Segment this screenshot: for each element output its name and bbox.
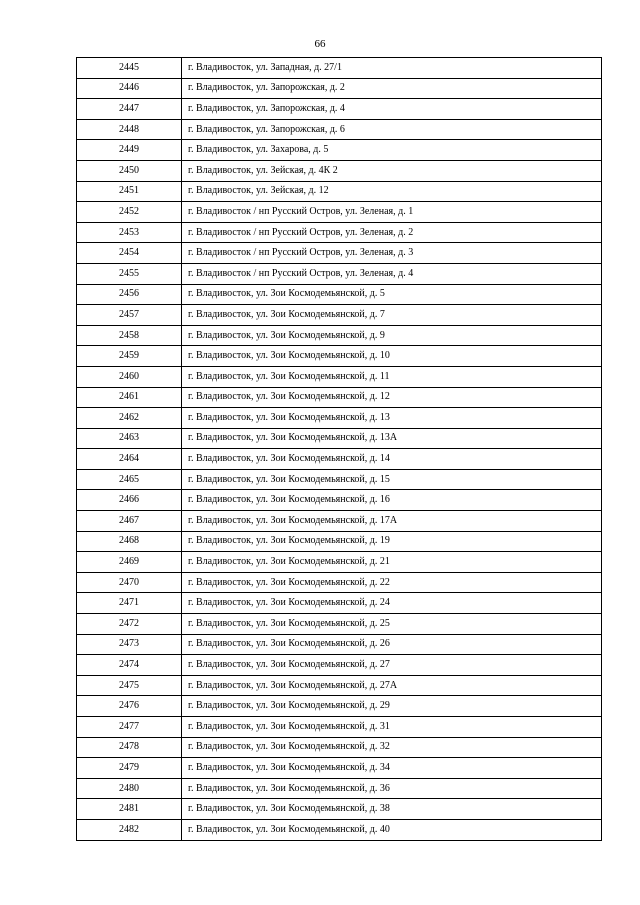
- row-number-cell: 2447: [77, 99, 182, 120]
- row-number-cell: 2452: [77, 202, 182, 223]
- table-row: [77, 284, 602, 305]
- table-row: [77, 78, 602, 99]
- address-cell: г. Владивосток, ул. Зои Космодемьянской, д. 22: [182, 572, 602, 593]
- row-number-cell: 2475: [77, 675, 182, 696]
- table-row: [77, 428, 602, 449]
- table-row: [77, 572, 602, 593]
- page-number: 66: [314, 38, 326, 50]
- table-row: [77, 58, 602, 79]
- table-row: [77, 119, 602, 140]
- row-number-cell: 2459: [77, 346, 182, 367]
- address-cell: г. Владивосток, ул. Западная, д. 27/1: [182, 58, 602, 79]
- row-number-cell: 2478: [77, 737, 182, 758]
- table-row: [77, 655, 602, 676]
- table-row: [77, 717, 602, 738]
- address-cell: г. Владивосток, ул. Захарова, д. 5: [182, 140, 602, 161]
- table-row: [77, 593, 602, 614]
- row-number-cell: 2446: [77, 78, 182, 99]
- table-row: [77, 160, 602, 181]
- address-cell: г. Владивосток, ул. Зои Космодемьянской, д. 29: [182, 696, 602, 717]
- table-row: [77, 181, 602, 202]
- row-number-cell: 2458: [77, 325, 182, 346]
- address-cell: г. Владивосток, ул. Зои Космодемьянской, д. 7: [182, 305, 602, 326]
- row-number-cell: 2464: [77, 449, 182, 470]
- table-row: [77, 325, 602, 346]
- row-number-cell: 2451: [77, 181, 182, 202]
- table-row: [77, 758, 602, 779]
- address-cell: г. Владивосток, ул. Зои Космодемьянской, д. 27: [182, 655, 602, 676]
- table-row: [77, 99, 602, 120]
- table-row: [77, 449, 602, 470]
- table-row: [77, 634, 602, 655]
- table-row: [77, 490, 602, 511]
- address-cell: г. Владивосток / нп Русский Остров, ул. Зеленая, д. 4: [182, 263, 602, 284]
- table-row: [77, 511, 602, 532]
- address-cell: г. Владивосток, ул. Зои Космодемьянской, д. 10: [182, 346, 602, 367]
- table-row: [77, 819, 602, 840]
- address-cell: г. Владивосток, ул. Зои Космодемьянской, д. 19: [182, 531, 602, 552]
- row-number-cell: 2481: [77, 799, 182, 820]
- table-row: [77, 243, 602, 264]
- table-row: [77, 469, 602, 490]
- address-cell: г. Владивосток, ул. Зои Космодемьянской, д. 38: [182, 799, 602, 820]
- address-cell: г. Владивосток, ул. Зои Космодемьянской, д. 21: [182, 552, 602, 573]
- row-number-cell: 2456: [77, 284, 182, 305]
- table-row: [77, 202, 602, 223]
- address-cell: г. Владивосток, ул. Зои Космодемьянской, д. 16: [182, 490, 602, 511]
- row-number-cell: 2469: [77, 552, 182, 573]
- row-number-cell: 2477: [77, 717, 182, 738]
- row-number-cell: 2463: [77, 428, 182, 449]
- row-number-cell: 2474: [77, 655, 182, 676]
- address-cell: г. Владивосток, ул. Зои Космодемьянской, д. 11: [182, 366, 602, 387]
- address-cell: г. Владивосток / нп Русский Остров, ул. Зеленая, д. 3: [182, 243, 602, 264]
- row-number-cell: 2461: [77, 387, 182, 408]
- row-number-cell: 2471: [77, 593, 182, 614]
- table-row: [77, 778, 602, 799]
- address-cell: г. Владивосток, ул. Зейская, д. 12: [182, 181, 602, 202]
- table-row: [77, 408, 602, 429]
- table-row: [77, 263, 602, 284]
- table-row: [77, 614, 602, 635]
- table-row: [77, 346, 602, 367]
- address-cell: г. Владивосток, ул. Зои Космодемьянской, д. 40: [182, 819, 602, 840]
- row-number-cell: 2468: [77, 531, 182, 552]
- row-number-cell: 2467: [77, 511, 182, 532]
- address-cell: г. Владивосток, ул. Запорожская, д. 2: [182, 78, 602, 99]
- row-number-cell: 2460: [77, 366, 182, 387]
- row-number-cell: 2479: [77, 758, 182, 779]
- row-number-cell: 2466: [77, 490, 182, 511]
- row-number-cell: 2482: [77, 819, 182, 840]
- address-cell: г. Владивосток, ул. Запорожская, д. 4: [182, 99, 602, 120]
- table-row: [77, 531, 602, 552]
- row-number-cell: 2462: [77, 408, 182, 429]
- table-row: [77, 366, 602, 387]
- address-cell: г. Владивосток, ул. Зои Космодемьянской, д. 27А: [182, 675, 602, 696]
- table-row: [77, 552, 602, 573]
- row-number-cell: 2448: [77, 119, 182, 140]
- table-row: [77, 387, 602, 408]
- address-cell: г. Владивосток, ул. Зои Космодемьянской, д. 14: [182, 449, 602, 470]
- row-number-cell: 2470: [77, 572, 182, 593]
- address-cell: г. Владивосток, ул. Зои Космодемьянской, д. 15: [182, 469, 602, 490]
- address-cell: г. Владивосток, ул. Зои Космодемьянской, д. 13А: [182, 428, 602, 449]
- row-number-cell: 2472: [77, 614, 182, 635]
- row-number-cell: 2445: [77, 58, 182, 79]
- row-number-cell: 2457: [77, 305, 182, 326]
- address-cell: г. Владивосток, ул. Зои Космодемьянской, д. 5: [182, 284, 602, 305]
- address-cell: г. Владивосток, ул. Зои Космодемьянской, д. 34: [182, 758, 602, 779]
- row-number-cell: 2454: [77, 243, 182, 264]
- row-number-cell: 2453: [77, 222, 182, 243]
- address-cell: г. Владивосток, ул. Зейская, д. 4К 2: [182, 160, 602, 181]
- address-cell: г. Владивосток, ул. Зои Космодемьянской, д. 12: [182, 387, 602, 408]
- address-cell: г. Владивосток, ул. Зои Космодемьянской, д. 25: [182, 614, 602, 635]
- table-row: [77, 737, 602, 758]
- table-row: [77, 140, 602, 161]
- address-table-body: [77, 58, 602, 841]
- address-table: [76, 57, 602, 841]
- row-number-cell: 2455: [77, 263, 182, 284]
- address-cell: г. Владивосток, ул. Запорожская, д. 6: [182, 119, 602, 140]
- address-cell: г. Владивосток, ул. Зои Космодемьянской, д. 24: [182, 593, 602, 614]
- address-cell: г. Владивосток, ул. Зои Космодемьянской, д. 31: [182, 717, 602, 738]
- table-row: [77, 305, 602, 326]
- address-cell: г. Владивосток, ул. Зои Космодемьянской, д. 17А: [182, 511, 602, 532]
- address-cell: г. Владивосток, ул. Зои Космодемьянской, д. 26: [182, 634, 602, 655]
- row-number-cell: 2465: [77, 469, 182, 490]
- table-row: [77, 675, 602, 696]
- row-number-cell: 2480: [77, 778, 182, 799]
- row-number-cell: 2476: [77, 696, 182, 717]
- table-row: [77, 799, 602, 820]
- address-cell: г. Владивосток, ул. Зои Космодемьянской, д. 36: [182, 778, 602, 799]
- address-cell: г. Владивосток / нп Русский Остров, ул. Зеленая, д. 2: [182, 222, 602, 243]
- row-number-cell: 2450: [77, 160, 182, 181]
- address-cell: г. Владивосток, ул. Зои Космодемьянской, д. 32: [182, 737, 602, 758]
- row-number-cell: 2449: [77, 140, 182, 161]
- address-cell: г. Владивосток, ул. Зои Космодемьянской, д. 13: [182, 408, 602, 429]
- address-cell: г. Владивосток / нп Русский Остров, ул. Зеленая, д. 1: [182, 202, 602, 223]
- row-number-cell: 2473: [77, 634, 182, 655]
- address-cell: г. Владивосток, ул. Зои Космодемьянской, д. 9: [182, 325, 602, 346]
- table-row: [77, 222, 602, 243]
- table-row: [77, 696, 602, 717]
